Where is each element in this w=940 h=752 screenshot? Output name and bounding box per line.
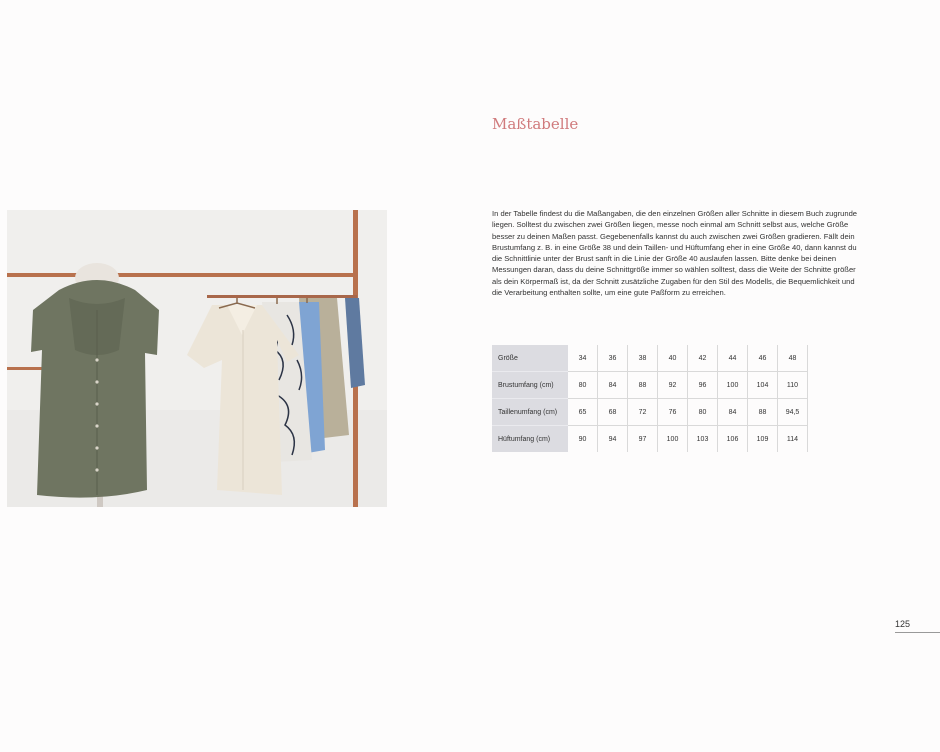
table-cell: 94 <box>598 426 628 453</box>
table-cell: 38 <box>628 345 658 372</box>
table-cell: 44 <box>718 345 748 372</box>
table-cell: 80 <box>568 372 598 399</box>
row-label: Größe <box>492 345 568 372</box>
table-row <box>492 399 808 426</box>
table-cell: 80 <box>688 399 718 426</box>
table-cell: 104 <box>748 372 778 399</box>
page-number: 125 <box>895 619 911 629</box>
table-cell: 48 <box>778 345 808 372</box>
clothing-photo <box>7 210 387 507</box>
table-cell: 109 <box>748 426 778 453</box>
table-cell: 84 <box>718 399 748 426</box>
table-cell: 94,5 <box>778 399 808 426</box>
table-cell: 100 <box>658 426 688 453</box>
table-cell: 40 <box>658 345 688 372</box>
table-cell: 88 <box>748 399 778 426</box>
page-number-rule <box>895 632 940 633</box>
intro-paragraph: In der Tabelle findest du die Maßangaben, die den einzelnen Größen aller Schnitte in diesem Buch zugrunde liegen. Solltest du zwischen zwei Größen liegen, messe noch einmal am Schnitt selbst aus, welche Größe besser zu deinen Maßen passt. Gegebenenfalls kannst du auch zwischen zwei Größen gradieren. Fällt dein Brustumfang z. B. in eine Größe 38 und dein Taillen- und Hüftumfang eher in eine Größe 40, dann kannst du die Schnittlinie unter der Brust sanft in die Linie der Größe 40 auslaufen lassen. Bitte denke bei deinen Messungen daran, dass du deine Schnittgröße immer so wählen solltest, dass die Weite der Schnitte größer als dein Körpermaß ist, da der Schnitt zusätzliche Zugaben für den Stil des Modells, die Bequemlichkeit und die Verarbeitung enthalten sollte, um eine gute Paßform zu erreichen. <box>492 209 858 298</box>
page-title: Maßtabelle <box>492 115 579 133</box>
table-cell: 110 <box>778 372 808 399</box>
table-cell: 84 <box>598 372 628 399</box>
table-cell: 96 <box>688 372 718 399</box>
row-label: Brustumfang (cm) <box>492 372 568 399</box>
table-cell: 114 <box>778 426 808 453</box>
table-cell: 100 <box>718 372 748 399</box>
table-row <box>492 372 808 399</box>
table-cell: 106 <box>718 426 748 453</box>
table-cell: 88 <box>628 372 658 399</box>
size-table <box>492 345 808 452</box>
table-cell: 42 <box>688 345 718 372</box>
table-cell: 68 <box>598 399 628 426</box>
table-cell: 46 <box>748 345 778 372</box>
table-cell: 34 <box>568 345 598 372</box>
row-label: Hüftumfang (cm) <box>492 426 568 453</box>
row-label: Taillenumfang (cm) <box>492 399 568 426</box>
table-cell: 103 <box>688 426 718 453</box>
table-row <box>492 345 808 372</box>
clothing-photo-illustration <box>7 210 387 507</box>
table-cell: 72 <box>628 399 658 426</box>
table-cell: 65 <box>568 399 598 426</box>
table-cell: 76 <box>658 399 688 426</box>
table-row <box>492 426 808 453</box>
table-cell: 97 <box>628 426 658 453</box>
table-cell: 92 <box>658 372 688 399</box>
table-cell: 36 <box>598 345 628 372</box>
table-cell: 90 <box>568 426 598 453</box>
